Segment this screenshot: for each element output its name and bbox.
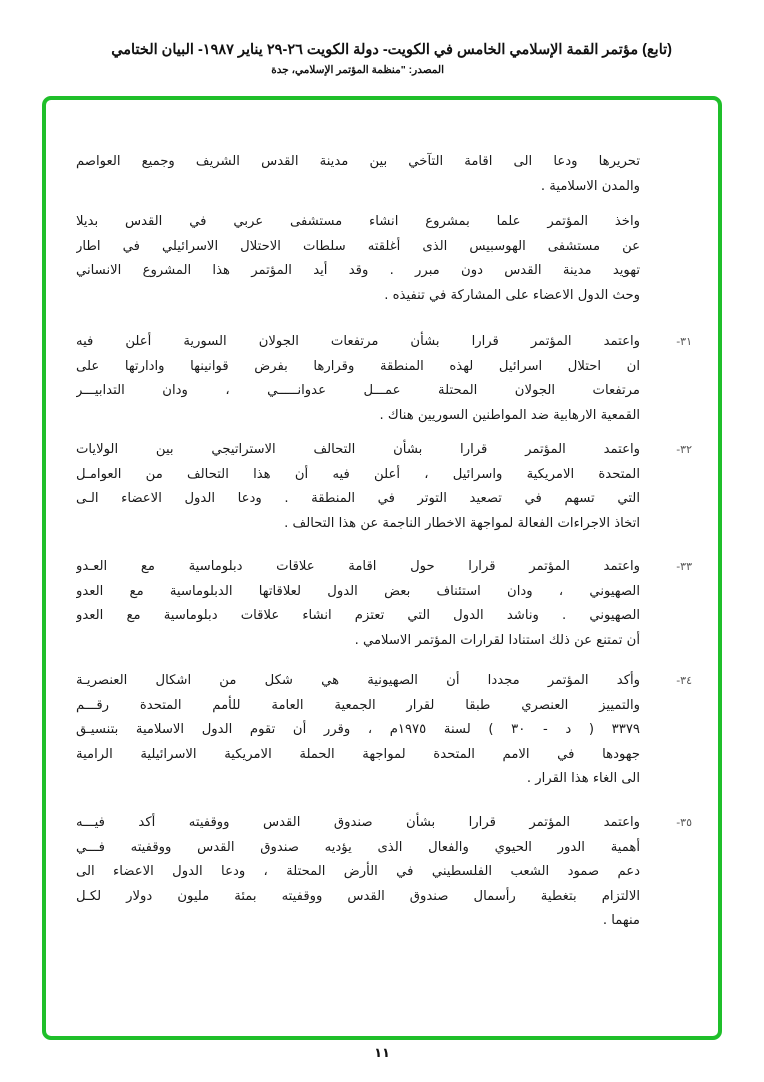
- text-line: التي تسهم في تصعيد التوتر في المنطقة . ودعا الدول الاعضاء الـى: [76, 491, 640, 506]
- page-number: ١١: [374, 1046, 390, 1061]
- text-line: واعتمد المؤتمر قرارا بشأن مرتفعات الجولان السورية أعلن فيه: [76, 334, 640, 349]
- text-line: واخذ المؤتمر علما بمشروع انشاء مستشفى عربي في القدس بديلا: [76, 214, 640, 229]
- paragraph: [76, 330, 692, 428]
- text-line: دعم صمود الشعب الفلسطيني في الأرض المحتلة ، ودعا الدول الاعضاء الى: [76, 864, 640, 879]
- paragraph-number: ٣٢-: [676, 443, 692, 456]
- text-line: والمدن الاسلامية .: [540, 178, 640, 194]
- paragraph: [76, 438, 692, 536]
- paragraph-number: ٣١-: [676, 335, 692, 348]
- text-line: عن مستشفى الهوسبيس الذى أغلقته سلطات الاحتلال الاسرائيلي في اطار: [76, 238, 640, 254]
- text-line: اتخاذ الاجراءات الفعالة لمواجهة الاخطار الناجمة عن هذا التحالف .: [284, 515, 640, 531]
- text-line: منهما .: [602, 913, 640, 928]
- text-line: المتحدة الامريكية واسرائيل ، أعلن فيه أن هذا التحالف من العوامـل: [76, 466, 640, 482]
- paragraph: [76, 669, 692, 792]
- paragraph: [76, 210, 640, 308]
- text-line: الى الغاء هذا القرار .: [526, 771, 640, 786]
- paragraph: [76, 811, 692, 934]
- text-line: جهودها في الامم المتحدة لمواجهة الحملة الامريكية الاسرائيلية الرامية: [76, 746, 640, 762]
- paragraph-number: ٣٤-: [676, 674, 692, 687]
- document-title: (تابع) مؤتمر القمة الإسلامي الخامس في الكويت- دولة الكويت ٢٦-٢٩ يناير ١٩٨٧- البيان الختامي: [111, 42, 672, 58]
- text-line: واعتمد المؤتمر قرارا بشأن التحالف الاستراتيجي بين الولايات: [76, 442, 640, 457]
- text-line: تحريرها ودعا الى اقامة التآخي بين مدينة القدس الشريف وجميع العواصم: [76, 154, 640, 169]
- paragraph-number: ٣٣-: [676, 560, 692, 573]
- text-line: الصهيوني . وناشد الدول التي تعتزم انشاء علاقات دبلوماسية مع العدو: [76, 608, 640, 623]
- text-line: مرتفعات الجولان المحتلة عمـــل عدوانـــــي ، ودان التدابيـــر: [76, 383, 640, 398]
- text-line: وحث الدول الاعضاء على المشاركة في تنفيذه .: [384, 287, 640, 303]
- text-line: الصهيوني ، ودان استئناف بعض الدول لعلاقاتها الدبلوماسية مع العدو: [76, 583, 640, 599]
- text-line: وأكد المؤتمر مجددا أن الصهيونية هي شكل من اشكال العنصريـة: [76, 673, 640, 688]
- text-line: واعتمد المؤتمر قرارا بشأن صندوق القدس ووقفيته أكد فيـــه: [76, 815, 640, 830]
- paragraph: [76, 150, 640, 199]
- text-line: ٣٣٧٩ ( د - ٣٠ ) لسنة ١٩٧٥م ، وقرر أن تقوم الدول الاسلامية بتنسيـق: [76, 722, 640, 737]
- paragraph: [76, 555, 692, 653]
- text-line: أهمية الدور الحيوي والفعال الذى يؤديه صندوق القدس ووقفيته فـــي: [76, 839, 640, 855]
- document-source: المصدر: "منظمة المؤتمر الإسلامي، جدة: [271, 64, 444, 76]
- text-line: الالتزام بتغطية رأسمال صندوق القدس ووقفيته بمئة مليون دولار لكـل: [76, 888, 640, 904]
- text-line: القمعية الارهابية ضد المواطنين السوريين هناك .: [379, 407, 640, 423]
- text-line: تهويد مدينة القدس دون مبرر . وقد أيد المؤتمر هذا المشروع الانساني: [76, 263, 640, 278]
- text-line: والتمييز العنصري طبقا لقرار الجمعية العامة للأمم المتحدة رقـــم: [76, 697, 640, 713]
- paragraph-number: ٣٥-: [676, 816, 692, 829]
- text-line: ان احتلال اسرائيل لهذه المنطقة وقرارها بفرض قوانينها وادارتها على: [76, 358, 640, 374]
- text-line: واعتمد المؤتمر قرارا حول اقامة علاقات دبلوماسية مع العـدو: [76, 559, 640, 574]
- text-line: أن تمتنع عن ذلك استنادا لقرارات المؤتمر الاسلامي .: [354, 632, 640, 648]
